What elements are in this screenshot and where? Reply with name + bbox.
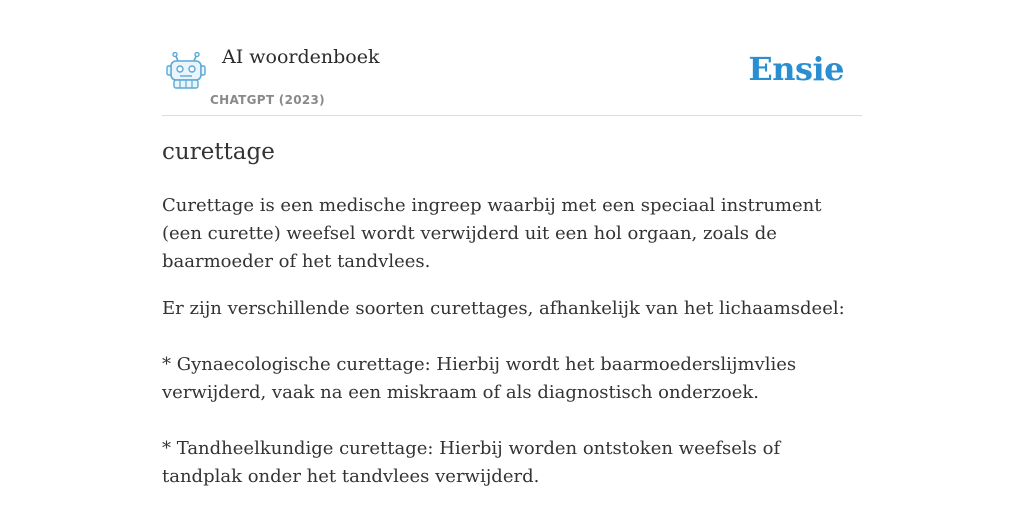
definition-list-item: * Gynaecologische curettage: Hierbij wordt het baarmoederslijmvlies verwijderd, vaak na een miskraam of als diagnostisch onderzoek. (162, 354, 797, 403)
source-header (162, 40, 862, 116)
source-subtitle: CHATGPT (2023) (210, 93, 325, 107)
definition-list-item: * Tandheelkundige curettage: Hierbij worden ontstoken weefsels of tandplak onder het tandvlees verwijderd. (162, 438, 781, 487)
definition-paragraph: Er zijn verschillende soorten curettages, afhankelijk van het lichaamsdeel: (162, 298, 845, 319)
robot-icon (166, 52, 206, 90)
definition-body (162, 192, 852, 510)
brand-logo[interactable]: Ensie (748, 50, 844, 88)
headword: curettage (162, 139, 275, 165)
definition-paragraph: Curettage is een medische ingreep waarbij met een speciaal instrument (een curette) weefsel wordt verwijderd uit een hol orgaan, zoals de baarmoeder of het tandvlees. (162, 195, 822, 272)
source-title[interactable]: AI woordenboek (222, 46, 380, 68)
